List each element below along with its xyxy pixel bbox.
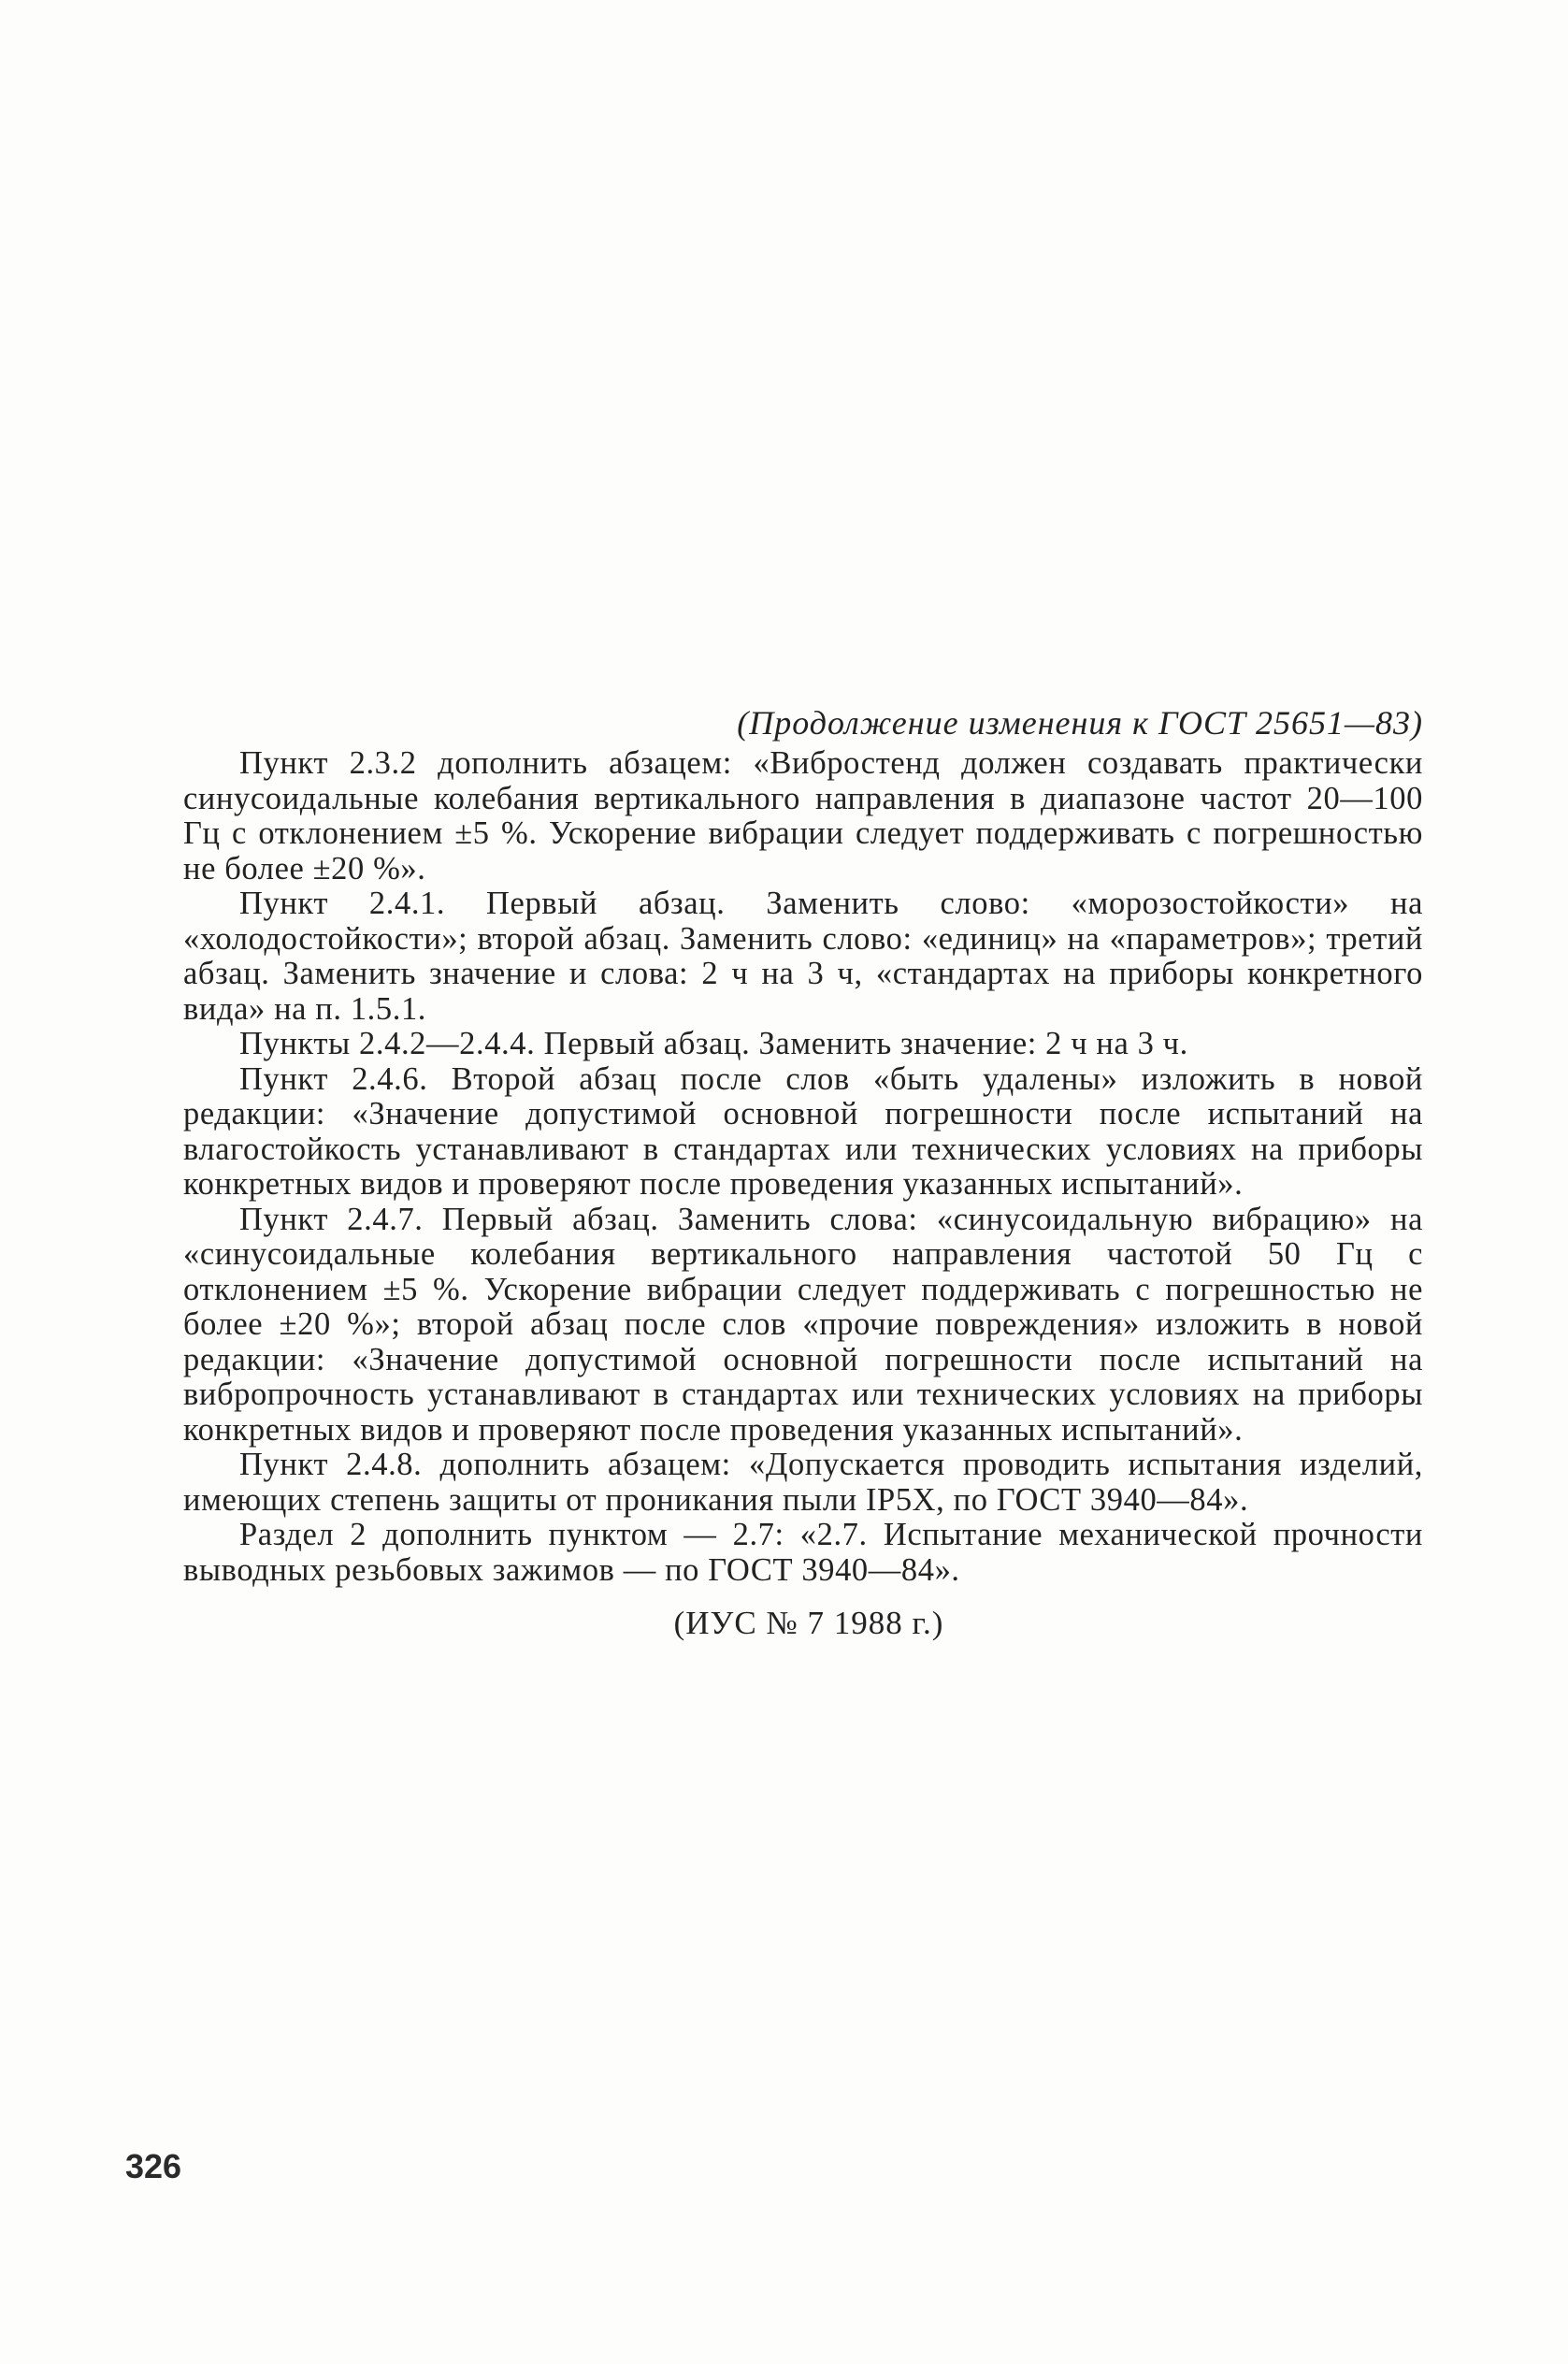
continuation-header: (Продолжение изменения к ГОСТ 25651—83) xyxy=(737,704,1423,742)
paragraph-text: Пункт 2.4.6. Второй абзац после слов «быть удалены» изложить в новой редакции: «Значение допустимой основной погрешности после испытаний на влагостойкость устанавливают в стандартах или технических условиях на приборы конкретных видов и проверяют после проведения указанных испытаний». xyxy=(183,1060,1423,1202)
paragraph-section-2 xyxy=(183,1518,1423,1588)
paragraph-text: Пункт 2.4.1. Первый абзац. Заменить слово: «морозостойкости» на «холодостойкости»; второй абзац. Заменить слово: «единиц» на «параметров»; третий абзац. Заменить значение и слова: 2 ч на 3 ч, «стандартах на приборы конкретного вида» на п. 1.5.1. xyxy=(183,886,1423,1027)
page-number: 326 xyxy=(125,2147,182,2185)
paragraph-2-4-8 xyxy=(183,1448,1423,1518)
paragraph-text: Пункт 2.3.2 дополнить абзацем: «Вибростенд должен создавать практически синусоидальные колебания вертикального направления в диапазоне частот 20—100 Гц с отклонением ±5 %. Ускорение вибрации следует поддерживать с погрешностью не более ±20 %». xyxy=(183,745,1423,886)
paragraph-text: Пункты 2.4.2—2.4.4. Первый абзац. Заменить значение: 2 ч на 3 ч. xyxy=(239,1026,1188,1061)
document-body xyxy=(183,703,1423,1642)
paragraph-2-4-7 xyxy=(183,1203,1423,1449)
paragraph-2-4-2 xyxy=(183,1027,1423,1062)
paragraph-text: Пункт 2.4.7. Первый абзац. Заменить слова: «синусоидальную вибрацию» на «синусоидальные колебания вертикального направления частотой 50 Гц с отклонением ±5 %. Ускорение вибрации следует поддерживать с погрешностью не более ±20 %»; второй абзац после слов «прочие повреждения» изложить в новой редакции: «Значение допустимой основной погрешности после испытаний на вибропрочность устанавливают в стандартах или технических условиях на приборы конкретных видов и проверяют после проведения указанных испытаний». xyxy=(183,1201,1423,1448)
paragraph-2-4-6 xyxy=(183,1062,1423,1203)
source-reference: (ИУС № 7 1988 г.) xyxy=(673,1605,944,1641)
paragraph-text: Раздел 2 дополнить пунктом — 2.7: «2.7. Испытание механической прочности выводных резьбовых зажимов — по ГОСТ 3940—84». xyxy=(183,1517,1423,1588)
paragraph-2-4-1 xyxy=(183,886,1423,1027)
paragraph-text: Пункт 2.4.8. дополнить абзацем: «Допускается проводить испытания изделий, имеющих степень защиты от проникания пыли IP5X, по ГОСТ 3940—84». xyxy=(183,1447,1423,1518)
paragraph-2-3-2 xyxy=(183,746,1423,886)
